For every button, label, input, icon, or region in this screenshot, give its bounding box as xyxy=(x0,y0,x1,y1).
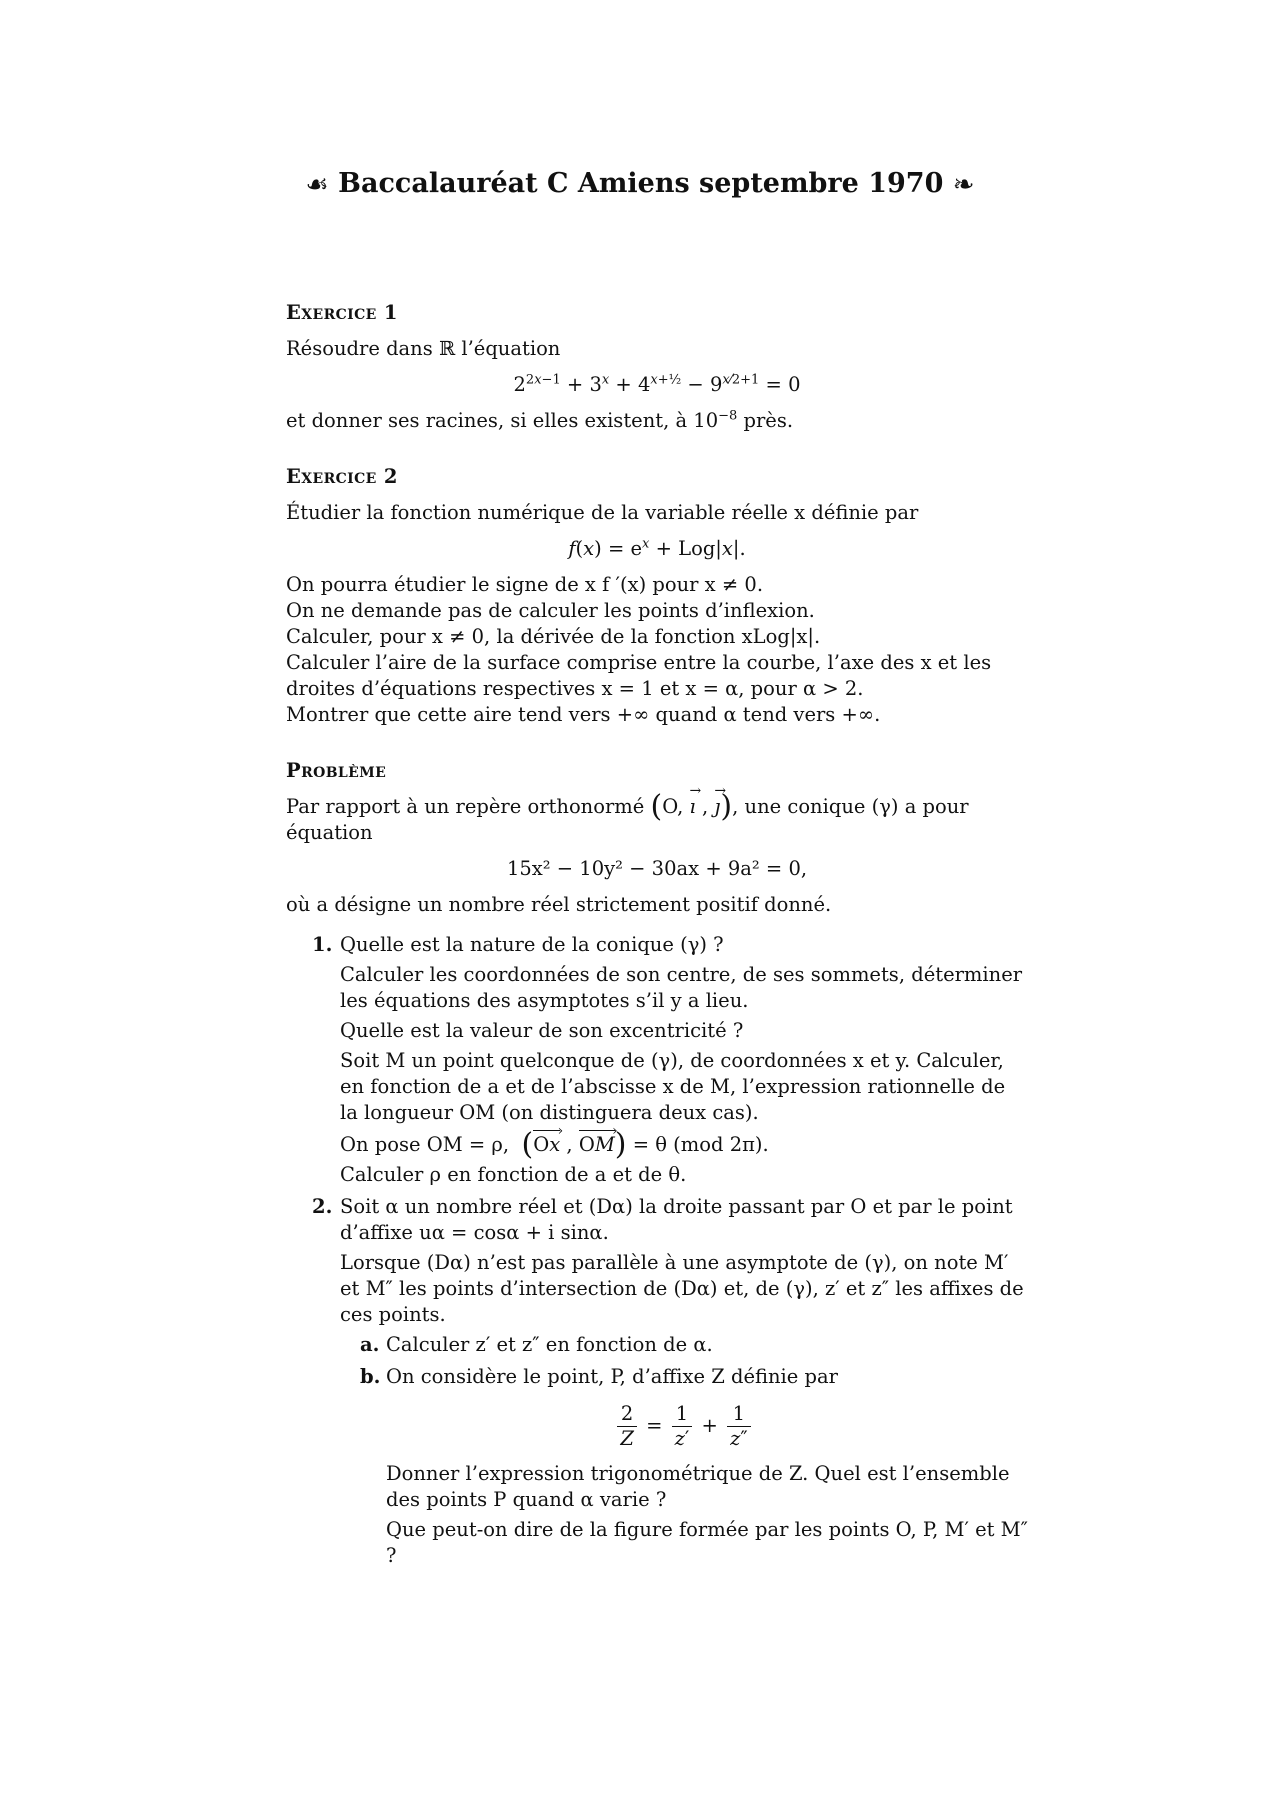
exercise-2-intro: Étudier la fonction numérique de la variable réelle x définie par xyxy=(286,501,919,524)
question-1-line-1: Quelle est la nature de la conique (γ) ? xyxy=(340,933,724,956)
question-list xyxy=(286,932,1028,1569)
exercise-1-conclusion: et donner ses racines, si elles existent, à $10^{-8}$ près. xyxy=(286,408,794,432)
problem-heading: Problème xyxy=(286,759,387,782)
problem-parameter: où a désigne un nombre réel strictement positif donné. xyxy=(286,893,832,916)
question-2b-line-2: Donner l’expression trigonométrique de Z. Quel est l’ensemble des points P quand α varie ? xyxy=(386,1462,1010,1511)
title-text: Baccalauréat C Amiens septembre 1970 xyxy=(338,168,944,199)
exercise-2-equation: $f(x) = e^x + Log|x|$. xyxy=(568,536,746,560)
document-body xyxy=(286,300,1028,1575)
exercise-1-equation: $2^{2x-1} + 3^x + 4^{x+\frac{1}{2}} - 9^{x⁄2+1} = 0$ xyxy=(513,372,801,396)
question-2a xyxy=(360,1332,1028,1358)
question-1-line-5: On pose OM = ρ, (Ox › , OM ›) = θ (mod 2π). xyxy=(340,1130,1028,1158)
question-2-line-2: Lorsque (Dα) n’est pas parallèle à une asymptote de (γ), on note M′ et M″ les points d’intersection de (Dα) et, de (γ), z′ et z″ les affixes de ces points. xyxy=(340,1251,1024,1326)
exercise-2-heading: Exercice 2 xyxy=(286,465,398,488)
question-2b-line-3: Que peut-on dire de la figure formée par les points O, P, M′ et M″ ? xyxy=(386,1518,1028,1567)
exercise-1-heading: Exercice 1 xyxy=(286,301,398,324)
question-2a-label: a. xyxy=(360,1333,380,1356)
problem-equation: 15x² − 10y² − 30ax + 9a² = 0, xyxy=(506,857,808,880)
ornament-right-icon: ❧ xyxy=(952,169,975,200)
exercise-2-line-4: Calculer l’aire de la surface comprise entre la courbe, l’axe des x et les droites d’équations respectives x = 1 et x = α, pour α > 2. xyxy=(286,651,992,700)
exercise-1-intro: Résoudre dans ℝ l’équation xyxy=(286,337,561,360)
problem-intro: Par rapport à un repère orthonormé (O, → ı , → ȷ), une conique (γ) a pour équation xyxy=(286,794,1028,846)
question-2b-text: On considère le point, P, d’affixe Z définie par xyxy=(386,1365,838,1388)
question-2a-text: Calculer z′ et z″ en fonction de α. xyxy=(386,1333,713,1356)
exercise-2-line-2: On ne demande pas de calculer les points d’inflexion. xyxy=(286,599,815,622)
question-2b-equation: $\frac{2}{Z}$ = $\frac{1}{z'}$ + $\frac{1}{z''}$ xyxy=(340,1402,1028,1451)
question-1-line-4: Soit M un point quelconque de (γ), de coordonnées x et y. Calculer, en fonction de a et de l’abscisse x de M, l’expression rationnelle de la longueur OM (on distinguera deux cas). xyxy=(340,1049,1006,1124)
exercise-2-line-1: On pourra étudier le signe de x f ′(x) pour x ≠ 0. xyxy=(286,573,764,596)
question-2b-label: b. xyxy=(360,1365,381,1388)
question-1-line-2: Calculer les coordonnées de son centre, de ses sommets, déterminer les équations des asymptotes s’il y a lieu. xyxy=(340,963,1023,1012)
document-title xyxy=(0,168,1280,200)
question-1-line-3: Quelle est la valeur de son excentricité ? xyxy=(340,1019,744,1042)
question-2-number: 2. xyxy=(312,1195,333,1218)
question-2-line-1: Soit α un nombre réel et (Dα) la droite passant par O et par le point d’affixe uα = cosα + i sinα. xyxy=(340,1195,1013,1244)
question-1 xyxy=(312,932,1028,1188)
question-1-line-6: Calculer ρ en fonction de a et de θ. xyxy=(340,1163,687,1186)
question-1-number: 1. xyxy=(312,933,333,956)
exercise-2-line-5: Montrer que cette aire tend vers +∞ quand α tend vers +∞. xyxy=(286,703,881,726)
question-2 xyxy=(312,1194,1028,1569)
ornament-left-icon: ☙ xyxy=(305,169,329,200)
exercise-2-line-3: Calculer, pour x ≠ 0, la dérivée de la fonction xLog|x|. xyxy=(286,625,821,648)
question-2b xyxy=(360,1364,1028,1569)
question-2-sublist xyxy=(340,1332,1028,1569)
